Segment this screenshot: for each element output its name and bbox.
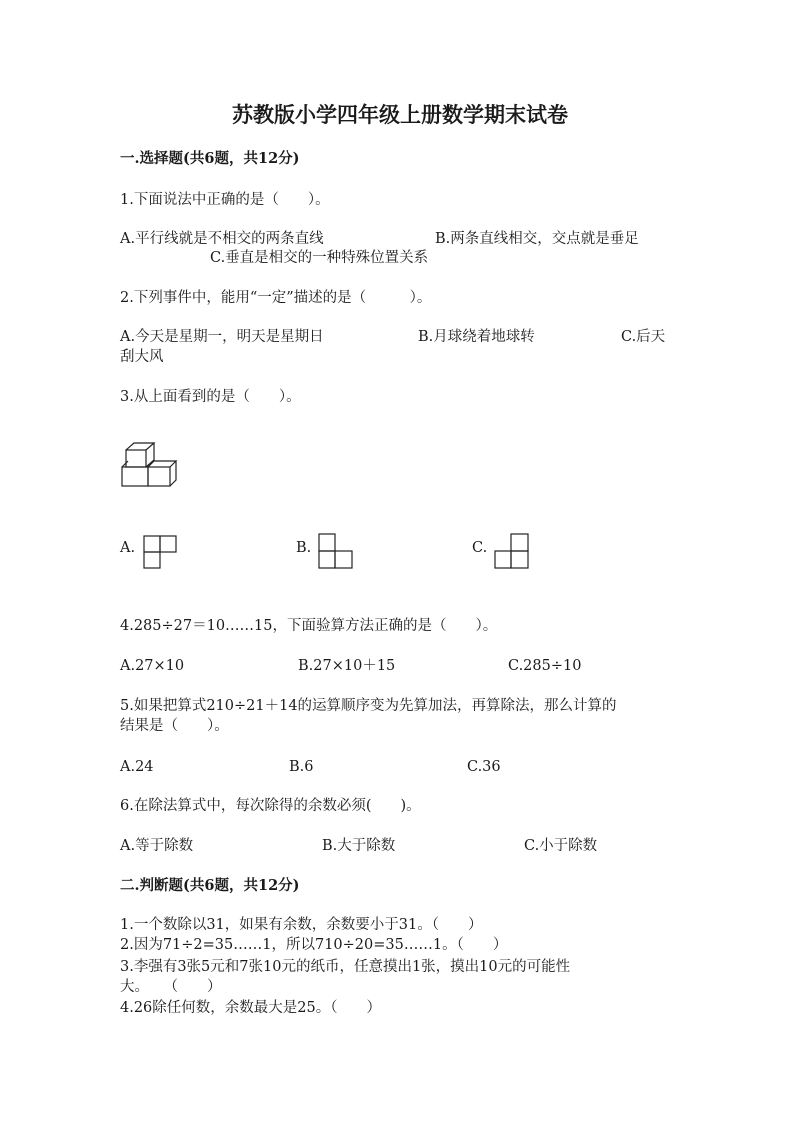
question-6-option-b: B.大于除数 — [322, 838, 396, 854]
question-3-stem: 3.从上面看到的是（ ）。 — [120, 389, 301, 405]
question-1-option-b: B.两条直线相交，交点就是垂足 — [435, 231, 639, 247]
question-2-stem: 2.下列事件中，能用“一定”描述的是（ ）。 — [120, 290, 432, 306]
question-3-option-a: A. — [120, 540, 136, 556]
judgment-item-4: 4.26除任何数，余数最大是25。（ ） — [120, 1000, 381, 1016]
cube-stack-figure — [120, 440, 182, 490]
judgment-item-3-continued: 大。 （ ） — [120, 979, 222, 995]
section-heading-judgment: 二.判断题(共6题，共12分) — [120, 877, 300, 894]
question-5-option-b: B.6 — [289, 759, 314, 775]
question-1-option-c: C.垂直是相交的一种特殊位置关系 — [210, 250, 429, 266]
question-2-option-b: B.月球绕着地球转 — [418, 329, 535, 345]
question-3-option-b: B. — [296, 540, 312, 556]
page-title: 苏教版小学四年级上册数学期末试卷 — [232, 102, 568, 127]
question-1-option-a: A.平行线就是不相交的两条直线 — [120, 231, 324, 247]
judgment-item-1: 1.一个数除以31，如果有余数，余数要小于31。（ ） — [120, 917, 483, 933]
question-2-option-c: C.后天 — [621, 329, 666, 345]
question-4-stem: 4.285÷27＝10……15，下面验算方法正确的是（ ）。 — [120, 618, 498, 634]
judgment-item-2: 2.因为71÷2=35……1，所以710÷20=35……1。（ ） — [120, 937, 508, 953]
question-5-stem-continued: 结果是（ ）。 — [120, 718, 229, 734]
question-4-option-a: A.27×10 — [120, 658, 185, 674]
question-1-stem: 1.下面说法中正确的是（ ）。 — [120, 192, 330, 208]
question-6-option-a: A.等于除数 — [120, 838, 194, 854]
question-5-option-a: A.24 — [120, 759, 154, 775]
judgment-item-3: 3.李强有3张5元和7张10元的纸币，任意摸出1张，摸出10元的可能性 — [120, 959, 571, 975]
top-view-option-a — [143, 535, 179, 569]
question-4-option-b: B.27×10＋15 — [298, 658, 396, 674]
top-view-option-c — [494, 533, 530, 569]
question-2-option-c-continued: 刮大风 — [120, 349, 164, 365]
question-5-option-c: C.36 — [467, 759, 501, 775]
question-6-option-c: C.小于除数 — [524, 838, 598, 854]
question-5-stem: 5.如果把算式210÷21＋14的运算顺序变为先算加法，再算除法，那么计算的 — [120, 698, 617, 714]
section-heading-choice: 一.选择题(共6题，共12分) — [120, 150, 300, 167]
top-view-option-b — [318, 533, 354, 569]
question-6-stem: 6.在除法算式中，每次除得的余数必须( )。 — [120, 798, 421, 814]
question-4-option-c: C.285÷10 — [508, 658, 582, 674]
question-3-option-c: C. — [472, 540, 488, 556]
question-2-option-a: A.今天是星期一，明天是星期日 — [120, 329, 324, 345]
